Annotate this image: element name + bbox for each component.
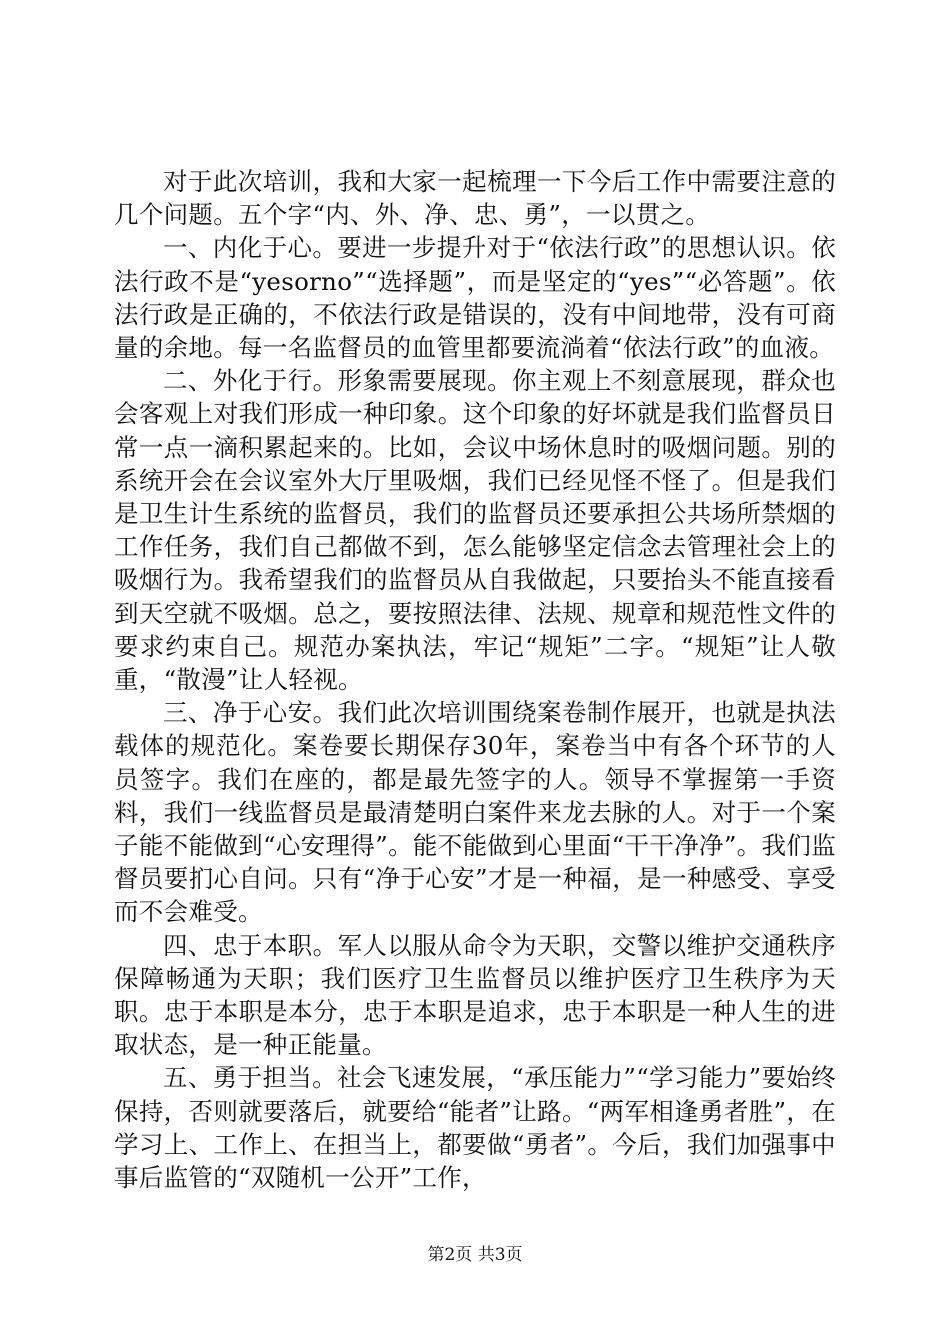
body-text [114, 165, 836, 1194]
paragraph-intro: 对于此次培训，我和大家一起梳理一下今后工作中需要注意的几个问题。五个字“内、外、净、忠、勇”，一以贯之。 [114, 167, 836, 230]
paragraph-section-5: 五、勇于担当。社会飞速发展，“承压能力”“学习能力”要始终保持，否则就要落后，就要给“能者”让路。“两军相逢勇者胜”，在学习上、工作上、在担当上，都要做“勇者”。今后，我们加强事中事后监管的“双随机一公开”工作， [114, 1063, 836, 1193]
page-number-footer: 第2页 共3页 [427, 1245, 523, 1265]
paragraph-section-3: 三、净于心安。我们此次培训围绕案卷制作展开，也就是执法载体的规范化。案卷要长期保存30年，案卷当中有各个环节的人员签字。我们在座的，都是最先签字的人。领导不掌握第一手资料，我们一线监督员是最清楚明白案件来龙去脉的人。对于一个案子能不能做到“心安理得”。能不能做到心里面“干干净净”。我们监督员要扪心自问。只有“净于心安”才是一种福，是一种感受、享受而不会难受。 [114, 698, 836, 927]
paragraph-section-1: 一、内化于心。要进一步提升对于“依法行政”的思想认识。依法行政不是“yesorno”“选择题”，而是坚定的“yes”“必答题”。依法行政是正确的，不依法行政是错误的，没有中间地带，没有可商量的余地。每一名监督员的血管里都要流淌着“依法行政”的血液。 [114, 233, 836, 363]
paragraph-section-2: 二、外化于行。形象需要展现。你主观上不刻意展现，群众也会客观上对我们形成一种印象。这个印象的好坏就是我们监督员日常一点一滴积累起来的。比如，会议中场休息时的吸烟问题。别的系统开会在会议室外大厅里吸烟，我们已经见怪不怪了。但是我们是卫生计生系统的监督员，我们的监督员还要承担公共场所禁烟的工作任务，我们自己都做不到，怎么能够坚定信念去管理社会上的吸烟行为。我希望我们的监督员从自我做起，只要抬头不能直接看到天空就不吸烟。总之，要按照法律、法规、规章和规范性文件的要求约束自己。规范办案执法，牢记“规矩”二字。“规矩”让人敬重，“散漫”让人轻视。 [114, 366, 836, 695]
paragraph-section-4: 四、忠于本职。军人以服从命令为天职，交警以维护交通秩序保障畅通为天职；我们医疗卫生监督员以维护医疗卫生秩序为天职。忠于本职是本分，忠于本职是追求，忠于本职是一种人生的进取状态，是一种正能量。 [114, 930, 836, 1060]
